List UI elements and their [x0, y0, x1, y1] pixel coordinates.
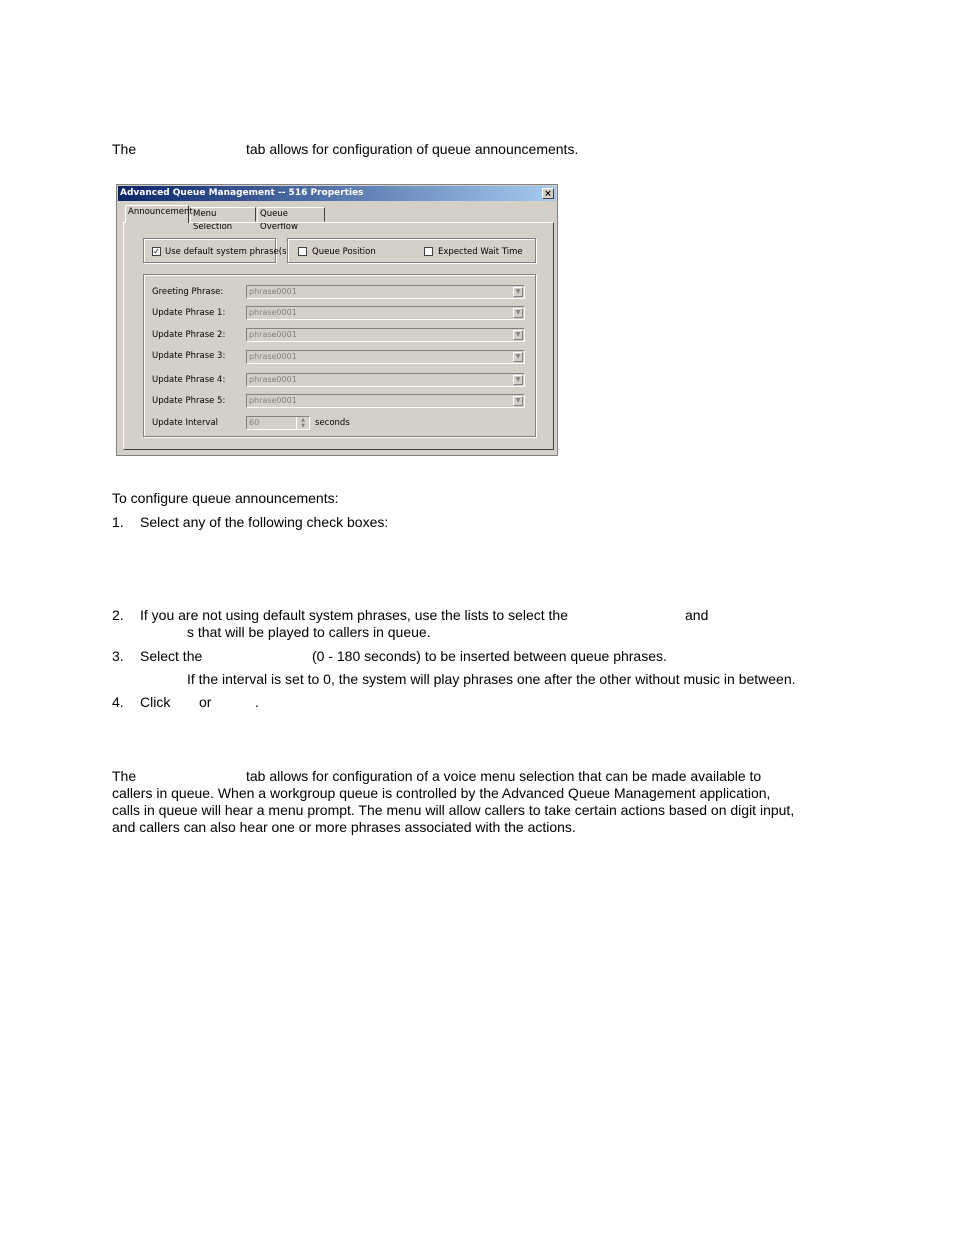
dialog-title-bar — [118, 186, 556, 201]
update-phrase-2-label: Update Phrase 2: — [152, 330, 226, 340]
step-2-text-a: If you are not using default system phrases, use the lists to select the — [140, 607, 569, 623]
default-phrase-group — [143, 238, 290, 263]
expected-wait-checkbox[interactable] — [424, 247, 433, 256]
menu-section-prefix: The — [112, 768, 137, 784]
update-interval-label: Update Interval — [152, 418, 219, 428]
announce-options-group — [287, 238, 536, 263]
update-phrase-3-value: phrase0001 — [249, 352, 297, 361]
step-1-text: Select any of the following check boxes: — [140, 514, 389, 530]
chevron-down-icon: ▼ — [513, 375, 523, 385]
intro-text: tab allows for configuration of queue announcements. — [246, 141, 579, 157]
properties-dialog — [116, 184, 558, 456]
default-phrase-checkbox[interactable]: ✓ — [153, 247, 160, 256]
close-icon[interactable]: × — [542, 188, 554, 199]
update-phrase-3-label: Update Phrase 3: — [152, 351, 226, 361]
chevron-down-icon: ▼ — [513, 330, 523, 340]
update-phrase-2-value: phrase0001 — [249, 330, 297, 339]
tab-menu-selection[interactable] — [190, 207, 256, 232]
chevron-down-icon: ▼ — [513, 352, 523, 362]
tab-queue-overflow[interactable] — [257, 207, 325, 232]
intro-prefix: The — [112, 141, 137, 157]
step-2-text-b: and — [685, 607, 709, 623]
update-phrase-1-select[interactable] — [246, 306, 525, 320]
update-phrase-4-select[interactable] — [246, 373, 525, 387]
announcement-panel — [123, 222, 554, 450]
update-phrase-5-select[interactable] — [246, 394, 525, 408]
interval-unit: seconds — [315, 418, 350, 428]
steps-heading: To configure queue announcements: — [112, 490, 339, 506]
update-phrase-3-select[interactable] — [246, 350, 525, 364]
step-2-text-c: s that will be played to callers in queue. — [187, 624, 431, 640]
step-4-text-c: . — [255, 694, 259, 710]
menu-section-line-4: and callers can also hear one or more phrases associated with the actions. — [112, 819, 576, 835]
menu-section-line-3: calls in queue will hear a menu prompt. The menu will allow callers to take certain actions based on digit input, — [112, 802, 795, 818]
tab-label: Menu Selection — [193, 209, 233, 232]
tab-label: Queue Overflow — [260, 209, 298, 232]
step-4-number: 4. — [112, 694, 124, 710]
queue-position-label: Queue Position — [312, 247, 376, 257]
greeting-phrase-value: phrase0001 — [249, 287, 297, 296]
update-phrase-4-label: Update Phrase 4: — [152, 375, 226, 385]
update-phrase-5-label: Update Phrase 5: — [152, 396, 226, 406]
step-3-note: If the interval is set to 0, the system will play phrases one after the other without music in between. — [187, 671, 796, 687]
step-3-text-b: (0 - 180 seconds) to be inserted between queue phrases. — [312, 648, 667, 664]
tab-label: Announcement — [128, 207, 193, 217]
chevron-down-icon: ▼ — [513, 308, 523, 318]
step-3-text-a: Select the — [140, 648, 203, 664]
spin-arrows-icon: ▲ ▼ — [296, 417, 309, 429]
tab-announcement[interactable] — [125, 205, 193, 223]
update-phrase-2-select[interactable] — [246, 328, 525, 342]
update-phrase-1-value: phrase0001 — [249, 308, 297, 317]
update-interval-stepper[interactable] — [246, 416, 310, 430]
step-4-text-a: Click — [140, 694, 171, 710]
update-phrase-1-label: Update Phrase 1: — [152, 308, 226, 318]
default-phrase-label: Use default system phrase(s) — [165, 247, 290, 257]
update-phrase-5-value: phrase0001 — [249, 396, 297, 405]
queue-position-checkbox[interactable] — [298, 247, 307, 256]
chevron-down-icon: ▼ — [513, 287, 523, 297]
step-1-number: 1. — [112, 514, 124, 530]
phrases-group — [143, 274, 536, 437]
update-phrase-4-value: phrase0001 — [249, 375, 297, 384]
step-4-text-b: or — [199, 694, 212, 710]
update-interval-value: 60 — [249, 418, 260, 427]
step-3-number: 3. — [112, 648, 124, 664]
menu-section-line-1: tab allows for configuration of a voice menu selection that can be made available to — [246, 768, 762, 784]
menu-section-line-2: callers in queue. When a workgroup queue is controlled by the Advanced Queue Management application, — [112, 785, 771, 801]
step-2-number: 2. — [112, 607, 124, 623]
expected-wait-label: Expected Wait Time — [438, 247, 523, 257]
dialog-title: Advanced Queue Management -- 516 Properties — [120, 188, 364, 198]
greeting-phrase-select[interactable] — [246, 285, 525, 299]
greeting-phrase-label: Greeting Phrase: — [152, 287, 224, 297]
chevron-down-icon: ▼ — [513, 396, 523, 406]
